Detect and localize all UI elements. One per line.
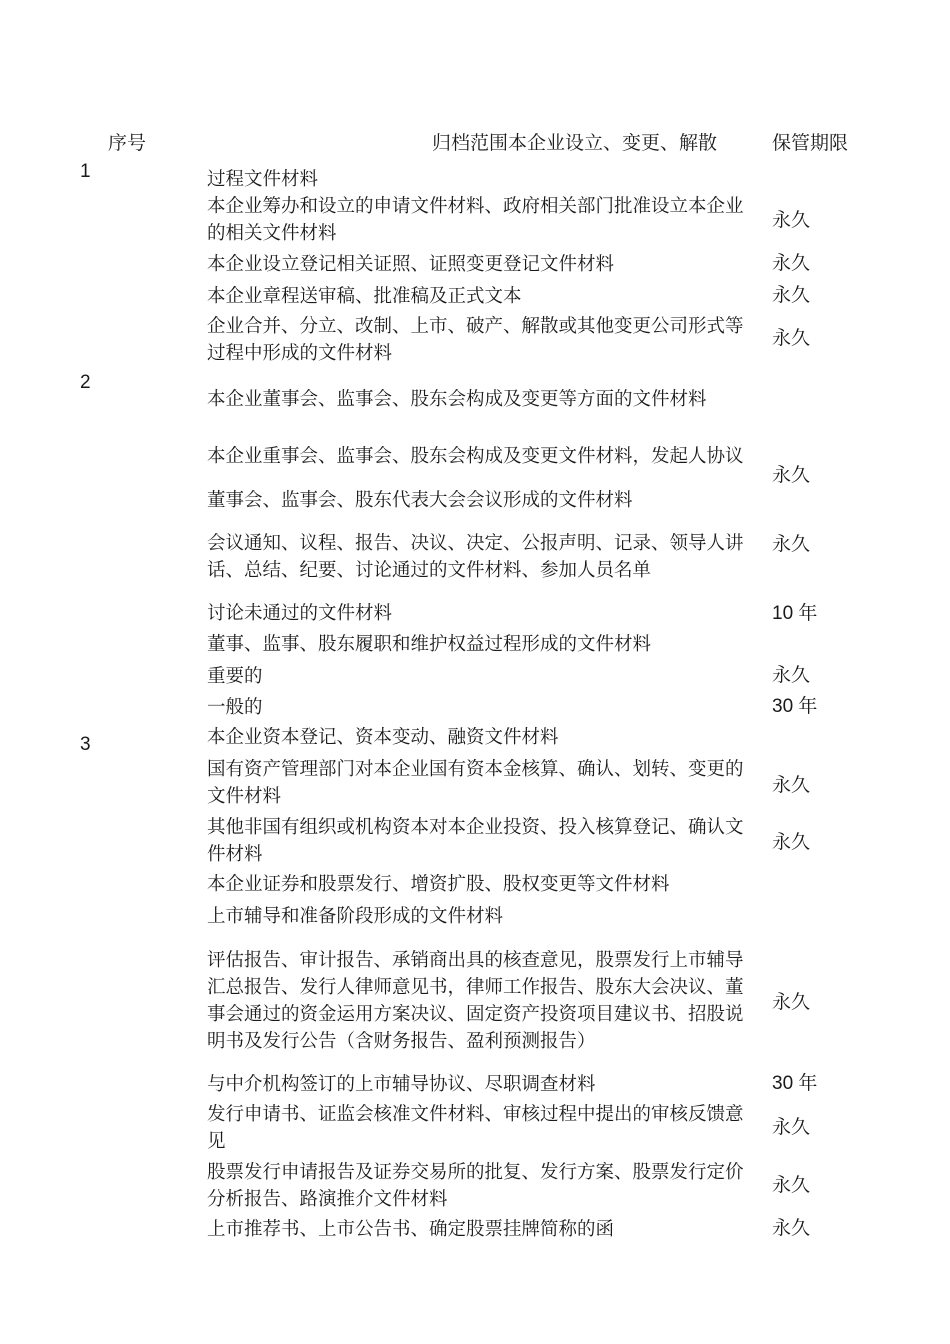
table-row: [207, 813, 755, 869]
row-text: 上市辅导和准备阶段形成的文件材料: [207, 905, 504, 927]
table-row: [207, 662, 755, 690]
row-text: 股票发行申请报告及证券交易所的批复、发行方案、股票发行定价分析报告、路演推介文件材料: [207, 1162, 744, 1210]
seq-number: 1: [80, 161, 91, 182]
row-text: 董事、监事、股东履职和维护权益过程形成的文件材料: [207, 633, 652, 655]
row-term: 永久: [772, 775, 811, 796]
table-row: [207, 516, 755, 598]
row-text: 本企业证券和股票发行、增资扩股、股权变更等文件材料: [207, 873, 670, 895]
row-term: 永久: [772, 1218, 811, 1239]
row-text: 其他非国有组织或机构资本对本企业投资、投入核算登记、确认文件材料: [207, 817, 744, 865]
row-text: 一般的: [207, 696, 263, 718]
row-text: 董事会、监事会、股东代表大会会议形成的文件材料: [207, 489, 633, 511]
table-row: [207, 755, 755, 811]
table-row: [207, 870, 755, 898]
header-scope: 归档范围本企业设立、变更、解散: [432, 132, 718, 154]
row-text: 本企业章程送审稿、批准稿及正式文本: [207, 285, 522, 307]
row-term: 永久: [772, 534, 811, 555]
row-text: 过程文件材料: [207, 168, 319, 190]
table-row: [207, 1070, 755, 1098]
row-term: 永久: [772, 210, 811, 231]
header-retention-term: 保管期限: [772, 132, 849, 154]
table-row: [207, 192, 755, 248]
row-term: 30 年: [772, 1073, 818, 1094]
row-text: 评估报告、审计报告、承销商出具的核查意见，股票发行上市辅导汇总报告、发行人律师意见书，律师工作报告、股东大会决议、董事会通过的资金运用方案决议、固定资产投资项目建议书、招股说明书及发行公告（含财务报告、盈利预测报告）: [207, 950, 744, 1052]
table-row: [207, 371, 755, 427]
row-text: 国有资产管理部门对本企业国有资本金核算、确认、划转、变更的文件材料: [207, 759, 744, 807]
row-text: 本企业筹办和设立的申请文件材料、政府相关部门批准设立本企业的相关文件材料: [207, 196, 744, 244]
header-seq: 序号: [108, 132, 147, 154]
row-text: 与中介机构签订的上市辅导协议、尽职调查材料: [207, 1073, 596, 1095]
table-row: [207, 1215, 755, 1243]
row-term: 永久: [772, 1117, 811, 1138]
row-term: 30 年: [772, 696, 818, 717]
table-row: [207, 312, 755, 368]
table-row: [207, 693, 755, 721]
row-term: 永久: [772, 285, 811, 306]
seq-number: 3: [80, 734, 91, 755]
table-row: [207, 164, 755, 194]
row-term: 永久: [772, 992, 811, 1013]
row-term: 永久: [772, 665, 811, 686]
row-text: 发行申请书、证监会核准文件材料、审核过程中提出的审核反馈意见: [207, 1104, 744, 1152]
row-text: 本企业重事会、监事会、股东会构成及变更文件材料，发起人协议: [207, 445, 744, 467]
seq-number: 2: [80, 372, 91, 393]
row-term: 永久: [772, 465, 811, 486]
table-row: [207, 428, 755, 484]
row-text: 讨论未通过的文件材料: [207, 602, 393, 624]
row-term: 10 年: [772, 603, 818, 624]
table-row: [207, 1100, 755, 1156]
row-text: 企业合并、分立、改制、上市、破产、解散或其他变更公司形式等过程中形成的文件材料: [207, 316, 744, 364]
row-term: 永久: [772, 832, 811, 853]
row-text: 本企业设立登记相关证照、证照变更登记文件材料: [207, 253, 615, 275]
row-text: 重要的: [207, 665, 263, 687]
table-row: [207, 250, 755, 278]
table-row: [207, 599, 755, 627]
row-text: 本企业董事会、监事会、股东会构成及变更等方面的文件材料: [207, 388, 707, 410]
row-text: 会议通知、议程、报告、决议、决定、公报声明、记录、领导人讲话、总结、纪要、讨论通过的文件材料、参加人员名单: [207, 533, 744, 581]
table-row: [207, 933, 755, 1069]
table-row: [207, 723, 755, 751]
table-row: [207, 1158, 755, 1214]
table-row: [207, 902, 755, 930]
row-term: 永久: [772, 1175, 811, 1196]
table-row: [207, 486, 755, 514]
row-term: 永久: [772, 253, 811, 274]
table-row: [207, 630, 755, 658]
table-row: [207, 282, 755, 310]
row-term: 永久: [772, 328, 811, 349]
row-text: 上市推荐书、上市公告书、确定股票挂牌简称的函: [207, 1218, 615, 1240]
row-text: 本企业资本登记、资本变动、融资文件材料: [207, 726, 559, 748]
